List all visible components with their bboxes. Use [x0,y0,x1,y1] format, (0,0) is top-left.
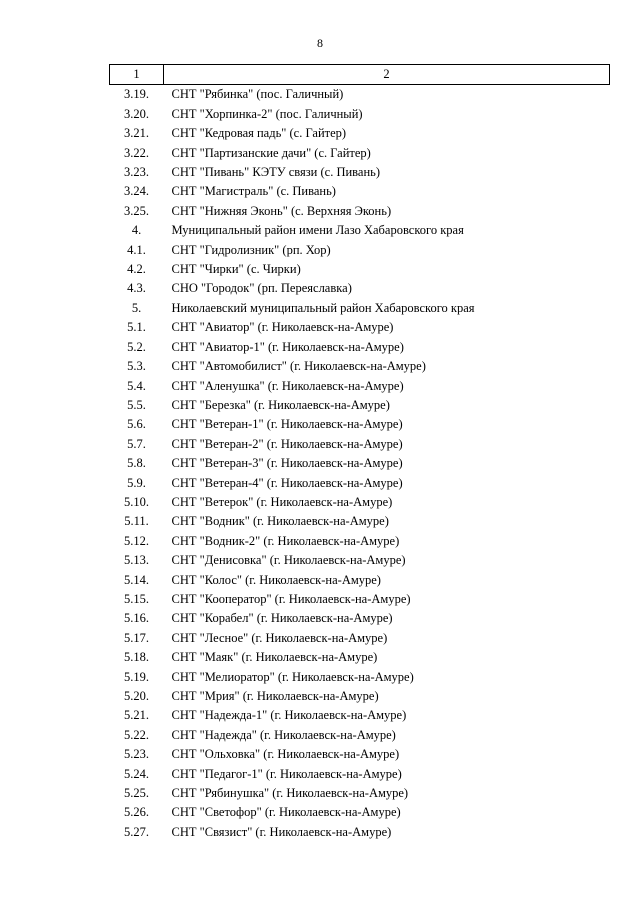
row-name: СНТ "Надежда" (г. Николаевск-на-Амуре) [171,727,396,742]
table-row [110,182,610,201]
table-row [110,532,610,551]
table-row [110,260,610,279]
row-number: 3.20. [124,106,149,121]
row-name: СНТ "Авиатор" (г. Николаевск-на-Амуре) [171,320,394,335]
row-number: 5.12. [124,533,149,548]
row-name: СНТ "Ветеран-2" (г. Николаевск-на-Амуре) [171,436,403,451]
row-number: 5.2. [127,339,146,354]
table-row [110,357,610,376]
row-name: СНТ "Кооператор" (г. Николаевск-на-Амуре) [171,591,411,606]
row-number: 5.11. [124,514,149,529]
row-name: СНТ "Пивань" КЭТУ связи (с. Пивань) [171,165,381,180]
table-row [110,163,610,182]
table-row [110,105,610,124]
row-name: СНТ "Корабел" (г. Николаевск-на-Амуре) [171,611,393,626]
row-name: СНТ "Маяк" (г. Николаевск-на-Амуре) [171,650,378,665]
row-name: СНТ "Водник-2" (г. Николаевск-на-Амуре) [171,533,400,548]
row-number: 5.13. [124,553,149,568]
table-row [110,823,610,842]
row-number: 5.8. [127,456,146,471]
row-name: СНТ "Ольховка" (г. Николаевск-на-Амуре) [171,747,400,762]
row-name: СНТ "Березка" (г. Николаевск-на-Амуре) [171,397,390,412]
row-name: СНТ "Денисовка" (г. Николаевск-на-Амуре) [171,553,406,568]
table-row [110,726,610,745]
row-name: СНТ "Мелиоратор" (г. Николаевск-на-Амуре) [171,669,414,684]
table-header-row [110,65,610,85]
row-name: СНТ "Колос" (г. Николаевск-на-Амуре) [171,572,381,587]
table-row [110,474,610,493]
column-header-number: 1 [110,65,164,85]
table-row [110,590,610,609]
row-name: СНТ "Надежда-1" (г. Николаевск-на-Амуре) [171,708,407,723]
row-number: 5.6. [127,417,146,432]
row-number: 5.22. [124,727,149,742]
row-name: СНТ "Кедровая падь" (с. Гайтер) [171,126,347,141]
row-number: 3.23. [124,165,149,180]
row-number: 5.20. [124,689,149,703]
row-name: СНТ "Педагог-1" (г. Николаевск-на-Амуре) [171,766,402,781]
row-number: 5.17. [124,630,149,645]
table-row [110,609,610,628]
table-row [110,512,610,531]
table-header [110,65,610,85]
row-name: СНТ "Аленушка" (г. Николаевск-на-Амуре) [171,378,404,393]
row-name: СНТ "Магистраль" (с. Пивань) [171,184,336,199]
table-row [110,706,610,725]
row-number: 3.25. [124,203,149,218]
row-name: СНТ "Авиатор-1" (г. Николаевск-на-Амуре) [171,339,404,354]
row-number: 4.3. [127,281,146,296]
row-number: 5. [131,300,142,315]
row-name: СНТ "Светофор" (г. Николаевск-на-Амуре) [171,805,401,820]
row-number: 5.21. [124,708,149,723]
row-number: 5.18. [124,650,149,665]
table-row [110,803,610,822]
row-name: СНТ "Ветерок" (г. Николаевск-на-Амуре) [171,494,393,509]
table-row [110,415,610,434]
row-number: 5.9. [127,475,146,490]
row-name: СНТ "Гидролизник" (рп. Хор) [171,242,331,257]
row-number: 3.21. [124,126,149,141]
row-number: 5.25. [124,786,149,801]
row-name: Николаевский муниципальный район Хабаровского края [171,300,475,315]
row-number: 3.22. [124,145,149,160]
row-number: 5.1. [127,320,146,335]
row-number: 5.15. [124,591,149,606]
row-name: СНТ "Ветеран-1" (г. Николаевск-на-Амуре) [171,417,403,432]
table-row [110,551,610,570]
row-name: Муниципальный район имени Лазо Хабаровского края [171,223,464,238]
row-number: 4. [131,223,142,238]
table-body [110,85,610,842]
table-row [110,279,610,298]
row-number: 5.16. [124,611,149,626]
row-number: 5.10. [124,494,149,509]
registry-table [109,64,610,842]
table-row [110,784,610,803]
row-number: 5.19. [124,669,149,684]
table-row [110,765,610,784]
row-name: СНТ "Хорпинка-2" (пос. Галичный) [171,106,363,121]
row-number: 4.2. [127,262,146,277]
row-number: 5.26. [124,805,149,820]
table-row [110,668,610,687]
table-row [110,318,610,337]
row-name: СНТ "Водник" (г. Николаевск-на-Амуре) [171,514,389,529]
table-row [110,202,610,221]
row-name: СНТ "Рябинка" (пос. Галичный) [171,87,344,102]
row-name: СНТ "Автомобилист" (г. Николаевск-на-Амуре) [171,359,426,374]
table-row [110,377,610,396]
table-row [110,745,610,764]
row-name: СНТ "Нижняя Эконь" (с. Верхняя Эконь) [171,203,392,218]
table-row [110,85,610,105]
row-name: СНТ "Ветеран-3" (г. Николаевск-на-Амуре) [171,456,403,471]
table-row [110,144,610,163]
row-name: СНТ "Рябинушка" (г. Николаевск-на-Амуре) [171,786,409,801]
row-number: 5.14. [124,572,149,587]
row-number: 5.27. [124,824,149,839]
table-row [110,221,610,240]
row-number: 5.5. [127,397,146,412]
table-row [110,571,610,590]
row-number: 5.23. [124,747,149,762]
table-row [110,493,610,512]
row-name: СНТ "Чирки" (с. Чирки) [171,262,301,277]
row-name: СНТ "Лесное" (г. Николаевск-на-Амуре) [171,630,388,645]
table-row [110,299,610,318]
row-number: 3.24. [124,184,149,199]
table-row [110,648,610,667]
table-row [110,629,610,648]
row-number: 4.1. [127,242,146,257]
page-number: 8 [317,36,323,50]
table-row [110,241,610,260]
column-header-name: 2 [164,65,610,85]
table-row [110,338,610,357]
table-row [110,687,610,706]
row-name: СНТ "Ветеран-4" (г. Николаевск-на-Амуре) [171,475,403,490]
row-name: СНТ "Связист" (г. Николаевск-на-Амуре) [171,824,392,839]
row-number: 3.19. [124,87,149,102]
row-number: 5.24. [124,766,149,781]
table-row [110,124,610,143]
row-name: СНО "Городок" (рп. Переяславка) [171,281,352,296]
table-row [110,435,610,454]
row-number: 5.4. [127,378,146,393]
row-name: СНТ "Мрия" (г. Николаевск-на-Амуре) [171,689,379,703]
table-row [110,396,610,415]
row-number: 5.7. [127,436,146,451]
row-number: 5.3. [127,359,146,374]
table-row [110,454,610,473]
row-name: СНТ "Партизанские дачи" (с. Гайтер) [171,145,371,160]
